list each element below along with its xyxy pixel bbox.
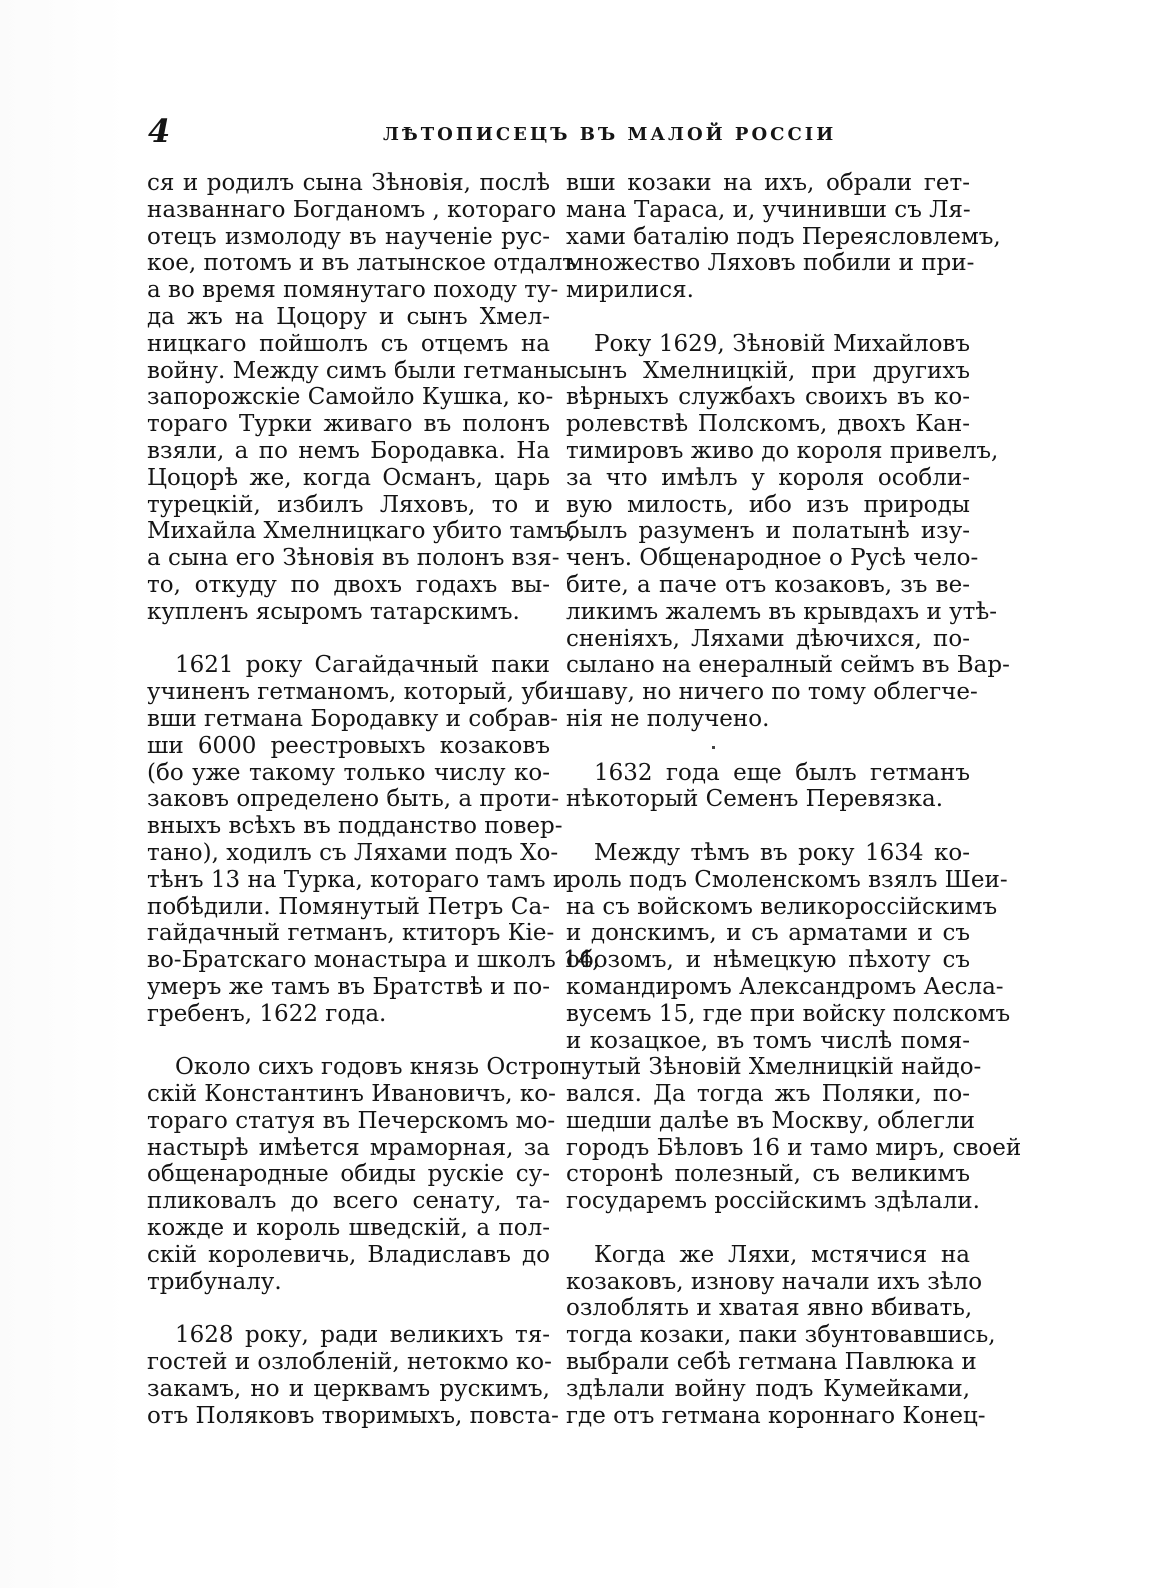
text-line: побѣдили. Помянутый Петръ Са- bbox=[147, 893, 550, 920]
text-line: войну. Между симъ были гетманы bbox=[147, 357, 568, 384]
text-line: сторонѣ полезный, съ великимъ bbox=[566, 1161, 970, 1188]
text-line: командиромъ Александромъ Аесла- bbox=[566, 973, 1004, 1000]
text-line: да жъ на Цоцору и сынъ Хмел- bbox=[147, 303, 550, 330]
text-line: тѣнъ 13 на Турка, котораго тамъ и bbox=[147, 866, 569, 893]
ink-speck bbox=[712, 746, 715, 749]
text-line: Цоцорѣ же, когда Османъ, царь bbox=[147, 464, 550, 491]
text-line: а сына его Зѣновія въ полонъ взя- bbox=[147, 545, 560, 572]
text-line: умеръ же тамъ въ Братствѣ и по- bbox=[147, 973, 550, 1000]
text-line: учиненъ гетманомъ, который, уби- bbox=[147, 679, 572, 706]
text-line: вую милость, ибо изъ природы bbox=[566, 491, 970, 518]
text-line: множество Ляховъ побили и при- bbox=[566, 250, 975, 277]
text-line: сынъ Хмелницкій, при другихъ bbox=[566, 357, 970, 384]
text-line: пликовалъ до всего сенату, та- bbox=[147, 1188, 550, 1215]
paragraph-gap bbox=[566, 304, 970, 331]
text-line: кожде и король шведскій, а пол- bbox=[147, 1215, 550, 1242]
text-line: 1632 года еще былъ гетманъ bbox=[594, 759, 970, 786]
text-line: а во время помянутаго походу ту- bbox=[147, 277, 559, 304]
paragraph-gap bbox=[147, 626, 550, 653]
text-line: бите, а паче отъ козаковъ, зъ ве- bbox=[566, 571, 970, 598]
text-line: запорожскіе Самойло Кушка, ко- bbox=[147, 384, 554, 411]
text-line: нія не получено. bbox=[566, 705, 770, 732]
text-line: ся и родилъ сына Зѣновія, послѣ bbox=[147, 170, 550, 196]
text-line: за что имѣлъ у короля особли- bbox=[566, 464, 970, 491]
text-line: нѣкоторый Семенъ Перевязка. bbox=[566, 786, 944, 813]
text-line: гайдачный гетманъ, ктиторъ Кіе- bbox=[147, 920, 555, 947]
text-line: Между тѣмъ въ року 1634 ко- bbox=[594, 839, 970, 866]
text-line: вѣрныхъ службахъ своихъ въ ко- bbox=[566, 384, 970, 411]
text-line: тораго Турки живаго въ полонъ bbox=[147, 411, 550, 438]
paragraph-gap bbox=[566, 813, 970, 840]
text-line: ликимъ жалемъ въ крывдахъ и утѣ- bbox=[566, 598, 997, 625]
text-line: вался. Да тогда жъ Поляки, по- bbox=[566, 1081, 970, 1108]
text-line: Року 1629, Зѣновій Михайловъ bbox=[594, 330, 970, 357]
text-line: отъ Поляковъ творимыхъ, повста- bbox=[147, 1402, 559, 1429]
text-line: 1621 року Сагайдачный паки bbox=[175, 652, 550, 679]
text-line: на съ войскомъ великороссійскимъ bbox=[566, 893, 998, 920]
text-line: кое, потомъ и въ латынское отдалъ bbox=[147, 250, 577, 277]
text-line: обозомъ, и нѣмецкую пѣхоту съ bbox=[566, 947, 970, 974]
text-line: мирилися. bbox=[566, 277, 694, 304]
text-line: сылано на енералный сеймъ въ Вар- bbox=[566, 652, 1010, 679]
text-line: вусемъ 15, где при войску полскомъ bbox=[566, 1000, 1011, 1027]
text-line: и донскимъ, и съ арматами и съ bbox=[566, 920, 970, 947]
text-line: нутый Зѣновій Хмелницкій найдо- bbox=[566, 1054, 982, 1081]
paragraph-gap bbox=[147, 1028, 550, 1055]
text-line: мана Тараса, и, учинивши съ Ля- bbox=[566, 196, 971, 223]
text-line: закамъ, но и церквамъ рускимъ, bbox=[147, 1375, 550, 1402]
text-line: городъ Бѣловъ 16 и тамо миръ, своей bbox=[566, 1134, 1022, 1161]
page-header bbox=[138, 112, 988, 152]
text-line: козаковъ, изнову начали ихъ зѣло bbox=[566, 1268, 983, 1295]
text-line: ченъ. Общенародное о Русѣ чело- bbox=[566, 545, 979, 572]
text-line: тораго статуя въ Печерскомъ мо- bbox=[147, 1107, 556, 1134]
text-line: тано), ходилъ съ Ляхами подъ Хо- bbox=[147, 839, 559, 866]
text-line: роль подъ Смоленскомъ взялъ Шеи- bbox=[566, 866, 1008, 893]
right-column bbox=[566, 170, 1022, 1429]
text-line: ролевствѣ Полскомъ, двохъ Кан- bbox=[566, 411, 970, 438]
text-line: былъ разуменъ и полатынѣ изу- bbox=[566, 518, 970, 545]
text-line: Около сихъ годовъ князь Острог- bbox=[175, 1054, 580, 1081]
text-line: 1628 року, ради великихъ тя- bbox=[175, 1322, 550, 1349]
text-line: ши 6000 реестровыхъ козаковъ bbox=[147, 732, 550, 759]
text-line: купленъ ясыромъ татарскимъ. bbox=[147, 598, 520, 625]
text-line: гребенъ, 1622 года. bbox=[147, 1000, 387, 1027]
text-line: трибуналу. bbox=[147, 1268, 282, 1295]
text-line: государемъ россійскимъ здѣлали. bbox=[566, 1188, 980, 1215]
text-line: шаву, но ничего по тому облегче- bbox=[566, 679, 978, 706]
text-line: отецъ измолоду въ наученіе рус- bbox=[147, 223, 550, 250]
text-line: скій Константинъ Ивановичъ, ко- bbox=[147, 1081, 556, 1108]
text-line: настырѣ имѣется мраморная, за bbox=[147, 1134, 550, 1161]
text-line: где отъ гетмана короннаго Конец- bbox=[566, 1402, 986, 1429]
text-line: гостей и озлобленій, нетокмо ко- bbox=[147, 1349, 552, 1376]
text-line: турецкій, избилъ Ляховъ, то и bbox=[147, 491, 550, 518]
text-line: шедши далѣе въ Москву, облегли bbox=[566, 1107, 976, 1134]
text-line: вши козаки на ихъ, обрали гет- bbox=[566, 170, 970, 196]
text-line: озлоблять и хватая явно вбивать, bbox=[566, 1295, 973, 1322]
text-line: ницкаго пойшолъ съ отцемъ на bbox=[147, 330, 550, 357]
paragraph-gap bbox=[566, 733, 970, 760]
text-line: скій королевичь, Владиславъ до bbox=[147, 1241, 550, 1268]
text-line: и козацкое, въ томъ числѣ помя- bbox=[566, 1027, 970, 1054]
text-line: (бо уже такому только числу ко- bbox=[147, 759, 550, 786]
text-line: названнаго Богданомъ , котораго bbox=[147, 196, 557, 223]
text-line: взяли, а по немъ Бородавка. На bbox=[147, 437, 550, 464]
text-line: тимировъ живо до короля привелъ, bbox=[566, 437, 999, 464]
text-line: заковъ определено быть, а проти- bbox=[147, 786, 560, 813]
text-line: здѣлали войну подъ Кумейками, bbox=[566, 1375, 970, 1402]
text-line: Михайла Хмелницкаго убито тамъ, bbox=[147, 518, 576, 545]
left-column bbox=[147, 170, 600, 1429]
page-number: 4 bbox=[148, 112, 171, 150]
text-line: то, откуду по двохъ годахъ вы- bbox=[147, 571, 550, 598]
text-line: Когда же Ляхи, мстячися на bbox=[594, 1241, 970, 1268]
text-line: сненіяхъ, Ляхами дѣючихся, по- bbox=[566, 625, 970, 652]
text-line: общенародные обиды рускіе су- bbox=[147, 1161, 550, 1188]
text-line: тогда козаки, паки збунтовавшись, bbox=[566, 1322, 996, 1349]
scan-margin bbox=[0, 0, 128, 1588]
paragraph-gap bbox=[566, 1215, 970, 1242]
text-line: во-Братскаго монастыра и школъ 14, bbox=[147, 947, 600, 974]
text-line: вши гетмана Бородавку и собрав- bbox=[147, 705, 559, 732]
text-line: хами баталію подъ Переясловлемъ, bbox=[566, 223, 1001, 250]
paragraph-gap bbox=[147, 1295, 550, 1322]
text-line: выбрали себѣ гетмана Павлюка и bbox=[566, 1349, 977, 1376]
text-line: вныхъ всѣхъ въ подданство повер- bbox=[147, 813, 563, 840]
running-title: ЛѢТОПИСЕЦЪ ВЪ МАЛОЙ РОССІИ bbox=[383, 124, 837, 145]
